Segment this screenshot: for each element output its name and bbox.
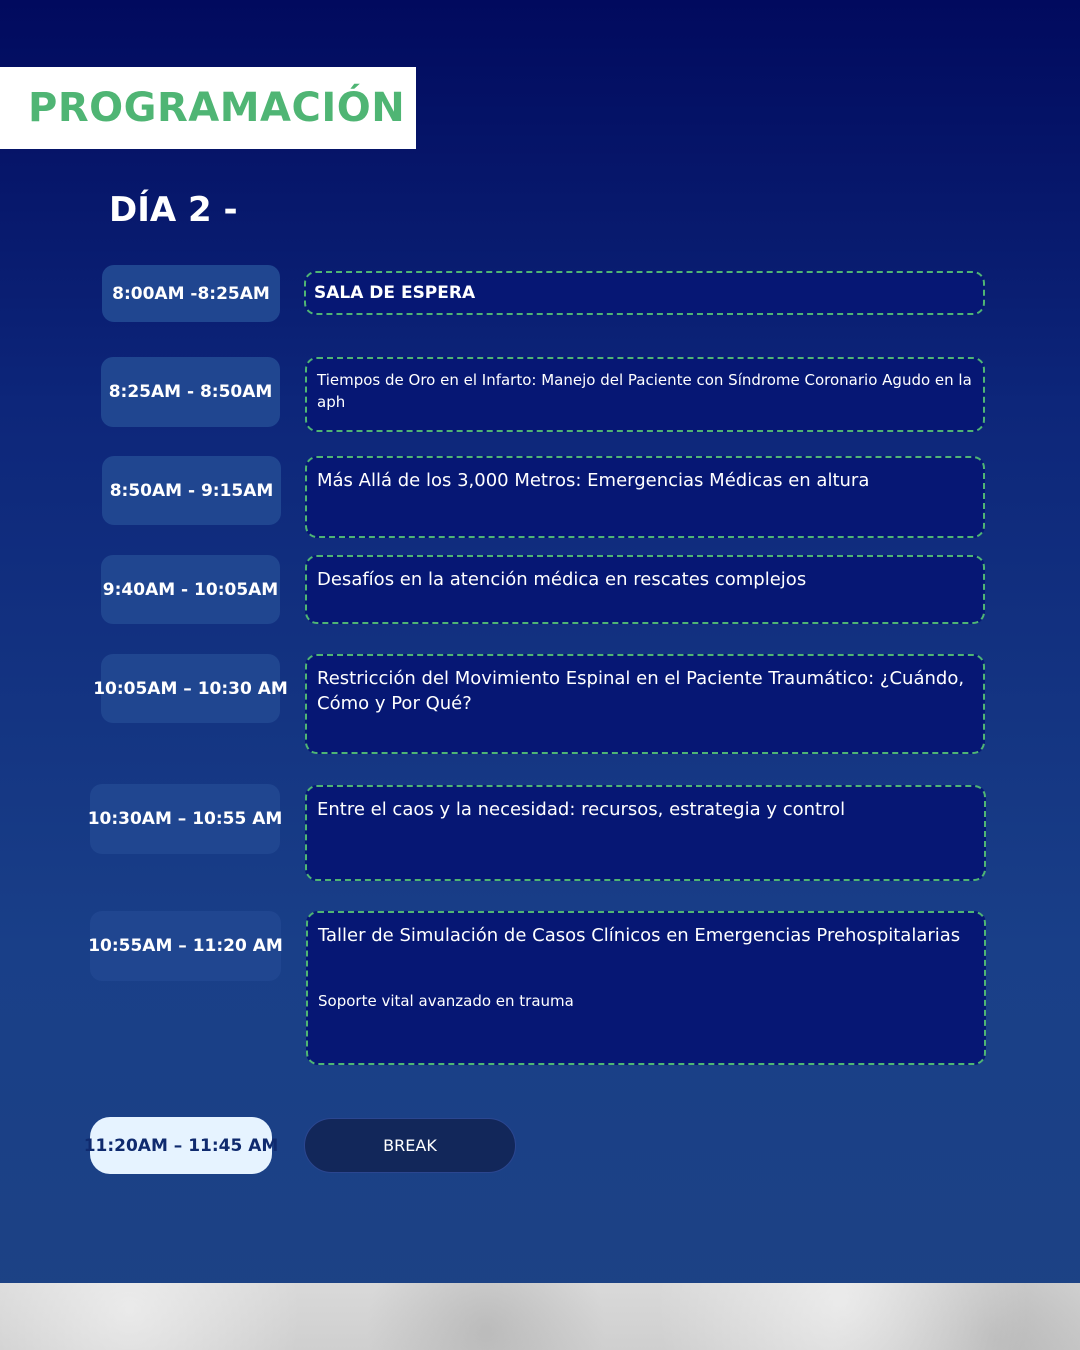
session-card (305, 785, 986, 881)
session-title: SALA DE ESPERA (314, 283, 476, 303)
session-card (306, 911, 986, 1065)
time-slot: 8:25AM - 8:50AM (101, 357, 280, 427)
break-time-slot: 11:20AM – 11:45 AM (90, 1117, 272, 1174)
time-slot: 8:50AM - 9:15AM (102, 456, 281, 525)
time-slot: 10:55AM – 11:20 AM (90, 911, 281, 981)
session-card (305, 456, 985, 538)
page-title: PROGRAMACIÓN (28, 85, 406, 131)
session-title: Más Allá de los 3,000 Metros: Emergencias Médicas en altura (317, 470, 870, 491)
session-title: Desafíos en la atención médica en rescates complejos (317, 569, 807, 590)
footer-texture (0, 1283, 1080, 1350)
time-slot: 10:05AM – 10:30 AM (101, 654, 280, 723)
section-header (0, 67, 416, 149)
time-slot: 8:00AM -8:25AM (102, 265, 280, 322)
session-card (305, 654, 985, 754)
session-title: Restricción del Movimiento Espinal en el Paciente Traumático: ¿Cuándo, Cómo y Por Qué? (317, 668, 965, 714)
session-subtitle: Soporte vital avanzado en trauma (318, 992, 574, 1010)
day-title: DÍA 2 - (109, 190, 238, 230)
session-card (305, 357, 985, 432)
session-card (305, 555, 985, 624)
session-title: Taller de Simulación de Casos Clínicos en Emergencias Prehospitalarias (318, 925, 961, 946)
session-title: Tiempos de Oro en el Infarto: Manejo del Paciente con Síndrome Coronario Agudo en la aph (317, 371, 972, 411)
time-slot: 9:40AM - 10:05AM (101, 555, 280, 624)
break-button[interactable]: BREAK (304, 1118, 516, 1173)
session-card (304, 271, 985, 315)
time-slot: 10:30AM – 10:55 AM (90, 784, 280, 854)
session-title: Entre el caos y la necesidad: recursos, estrategia y control (317, 799, 846, 820)
